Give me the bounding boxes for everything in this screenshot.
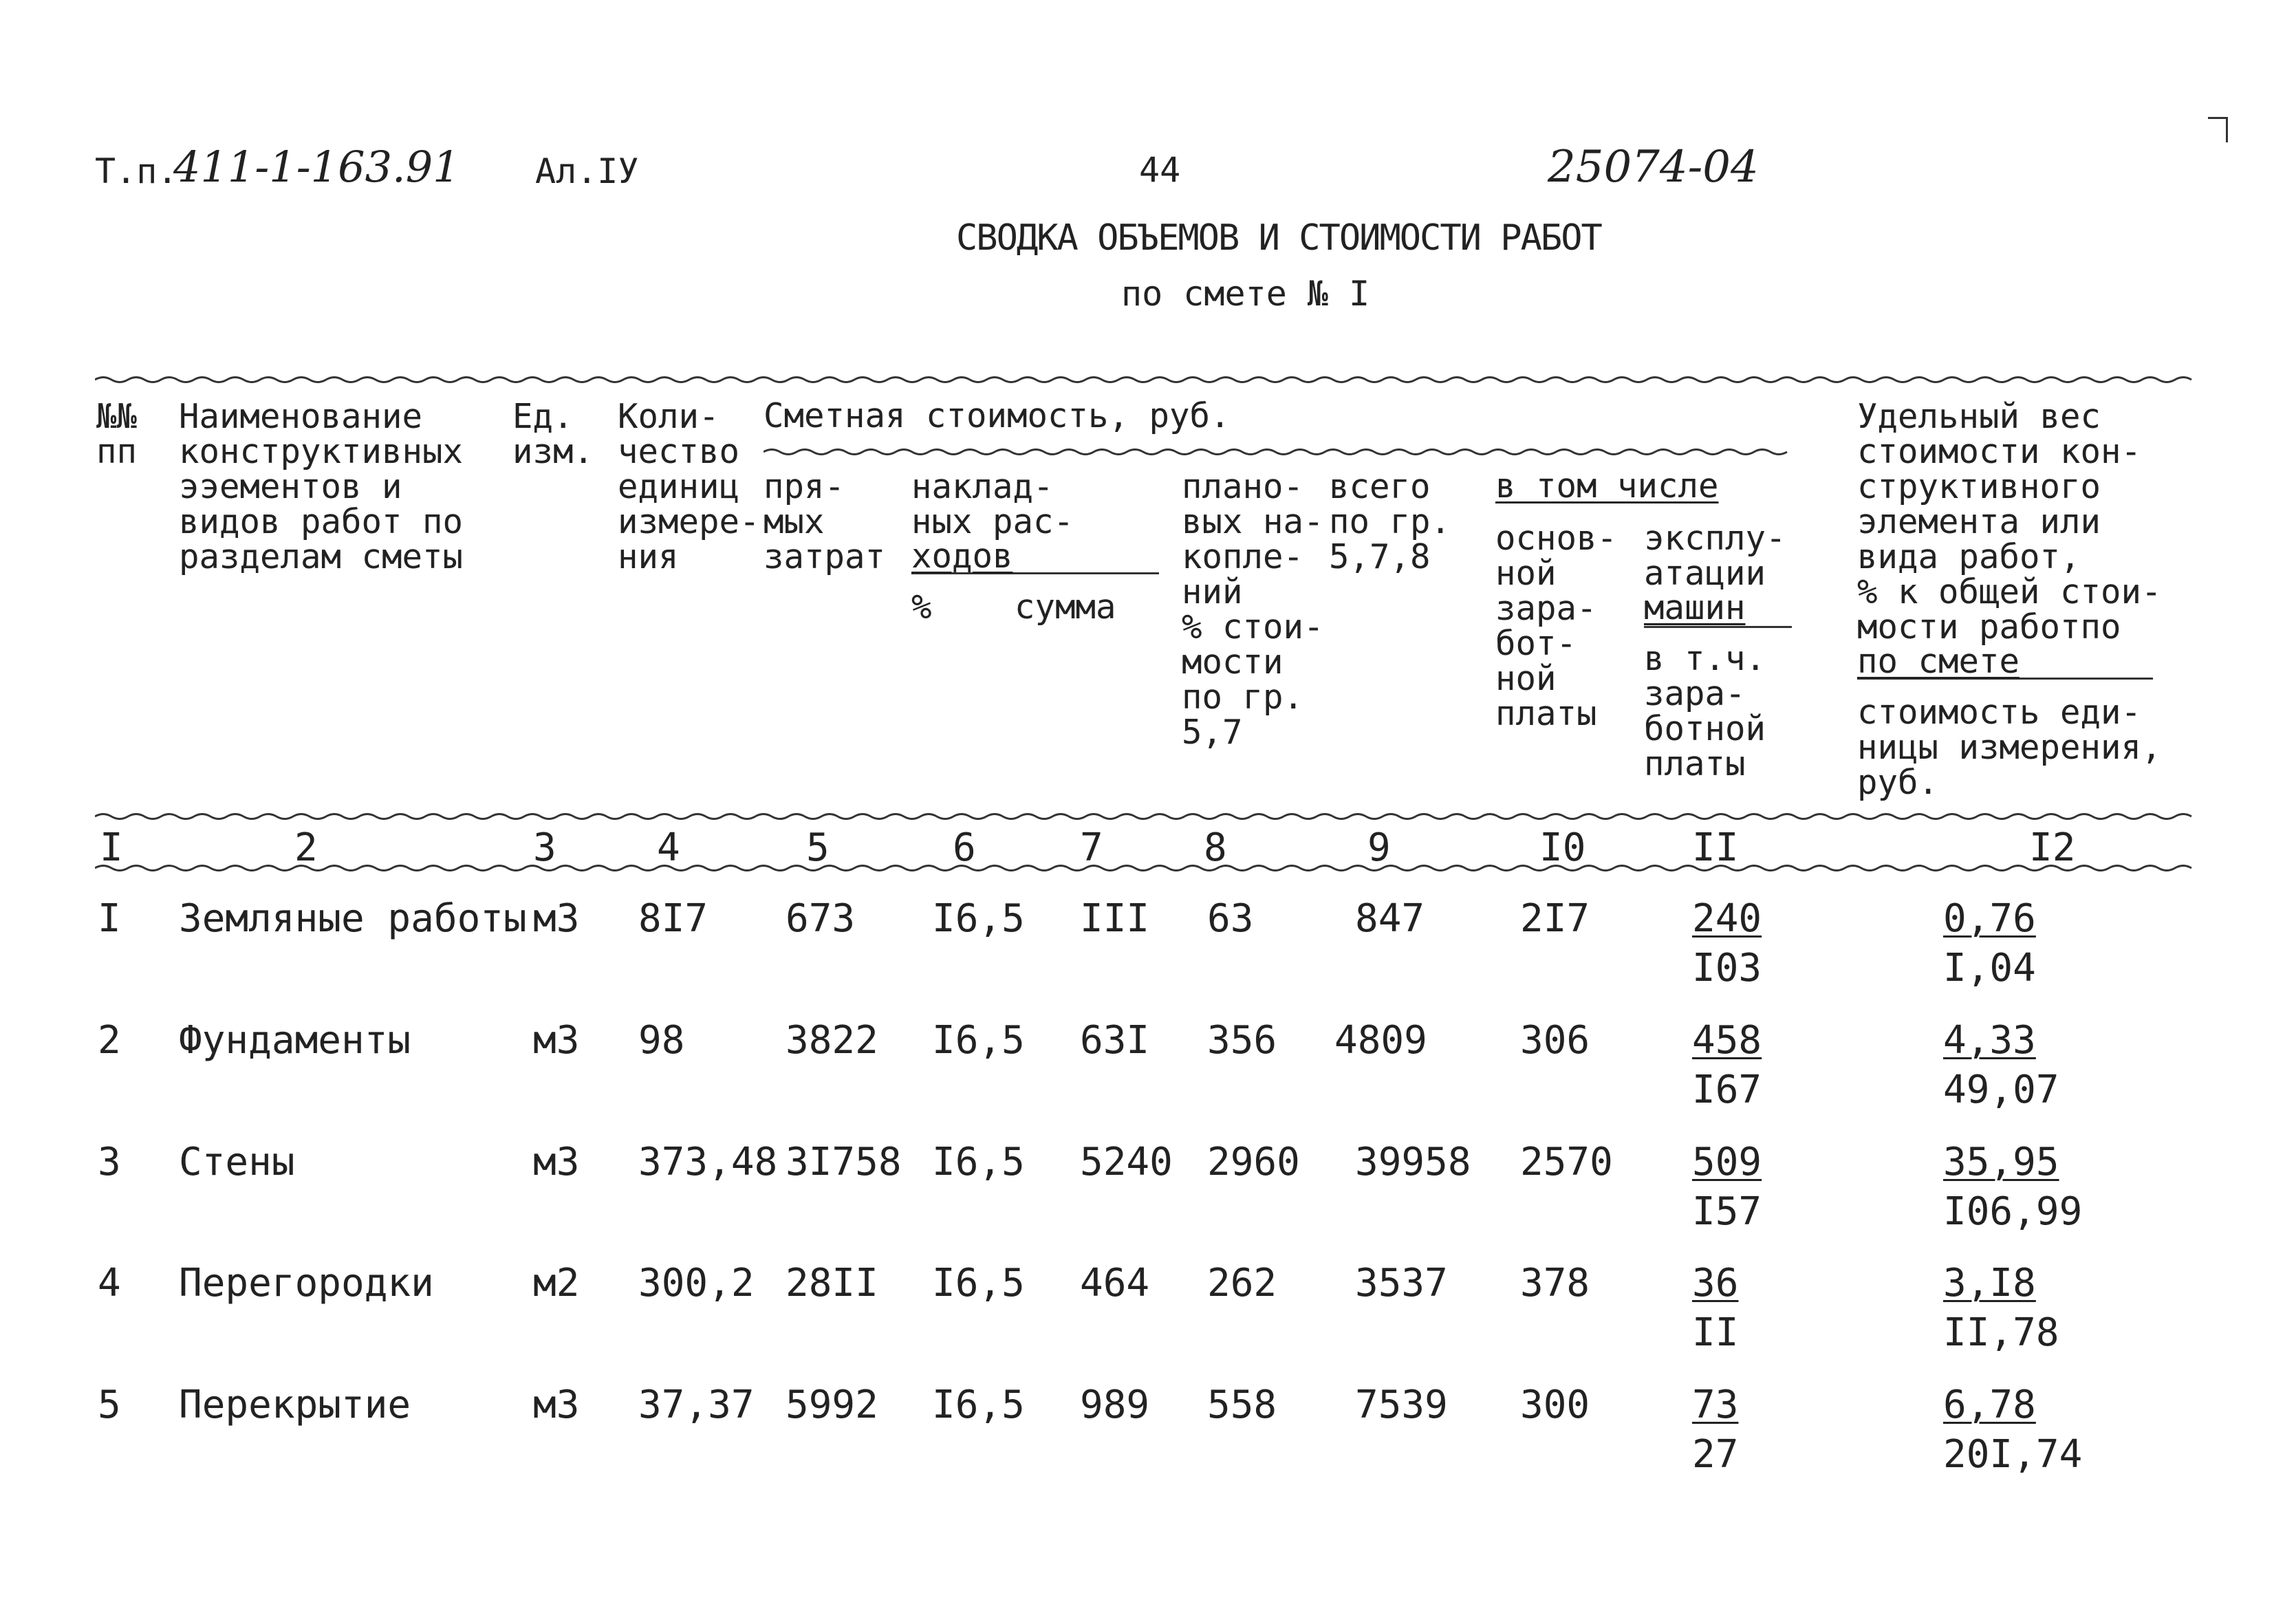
row-wage: 2570	[1520, 1140, 1613, 1184]
row-machine: 36	[1692, 1261, 1739, 1306]
row-share: 3,I8	[1943, 1261, 2036, 1306]
row-planned: 262	[1207, 1261, 1277, 1306]
row-qty: 8I7	[638, 896, 708, 941]
row-share: 35,95	[1943, 1140, 2059, 1184]
col-number: I0	[1539, 825, 1586, 870]
row-qty: 37,37	[638, 1383, 755, 1427]
row-number: 4	[98, 1261, 121, 1306]
row-total: 847	[1355, 896, 1425, 941]
row-overhead: 464	[1080, 1261, 1150, 1306]
corner-mark	[2208, 117, 2228, 142]
row-pct: I6,5	[932, 1018, 1025, 1063]
header-overhead-sum: сумма	[1015, 587, 1116, 627]
row-pct: I6,5	[932, 1261, 1025, 1306]
row-qty: 373,48	[638, 1140, 778, 1184]
col-number: 8	[1204, 825, 1227, 870]
project-number: 411-1-163.91	[173, 142, 460, 192]
doc-code: 25074-04	[1548, 142, 1759, 193]
row-wage: 378	[1520, 1261, 1590, 1306]
row-share: 4,33	[1943, 1018, 2036, 1063]
page-subtitle: по смете № I	[1121, 274, 1370, 314]
header-number: №№ пп	[96, 397, 138, 471]
row-machine: 458	[1692, 1018, 1762, 1063]
col-number: 3	[533, 825, 556, 870]
row-machine: 73	[1692, 1383, 1739, 1427]
row-machine-wage: I03	[1692, 946, 1762, 990]
header-wage: основ- ной зара- бот- ной платы	[1495, 519, 1618, 733]
row-name: Перекрытие	[179, 1383, 411, 1427]
row-qty: 300,2	[638, 1261, 755, 1306]
header-qty-b: чество единиц измере- ния	[618, 432, 760, 576]
row-unit-cost: 49,07	[1943, 1068, 2059, 1112]
row-machine: 240	[1692, 896, 1762, 941]
row-unit: м3	[533, 896, 580, 941]
col-number: 7	[1080, 825, 1103, 870]
row-unit: м3	[533, 1383, 580, 1427]
row-unit: м3	[533, 1018, 580, 1063]
row-share: 0,76	[1943, 896, 2036, 941]
row-machine-wage: II	[1692, 1310, 1739, 1355]
header-share-b: по смете	[1857, 642, 2020, 681]
page-number: 44	[1139, 150, 1181, 190]
row-direct: 5992	[786, 1383, 878, 1427]
doc-prefix: Т.п.	[95, 151, 178, 191]
row-name: Земляные работы	[179, 896, 527, 941]
row-total: 3537	[1355, 1261, 1448, 1306]
header-share-c: стоимость еди- ницы измерения, руб.	[1857, 693, 2162, 802]
header-total: всего по гр. 5,7,8	[1329, 467, 1451, 576]
album-label: Ал.IУ	[535, 151, 639, 191]
header-machine-b: машин	[1644, 588, 1746, 627]
row-pct: I6,5	[932, 896, 1025, 941]
col-number: 5	[806, 825, 830, 870]
row-machine: 509	[1692, 1140, 1762, 1184]
row-machine-wage: I67	[1692, 1068, 1762, 1112]
row-overhead: 63I	[1080, 1018, 1150, 1063]
row-unit-cost: II,78	[1943, 1310, 2059, 1355]
row-unit-cost: I06,99	[1943, 1189, 2083, 1234]
row-number: I	[98, 896, 121, 941]
row-number: 3	[98, 1140, 121, 1184]
header-smeta: Сметная стоимость, руб.	[764, 396, 1231, 435]
col-number-rule	[95, 863, 2193, 873]
row-name: Стены	[179, 1140, 295, 1184]
row-overhead: 5240	[1080, 1140, 1173, 1184]
header-direct: пря- мых затрат	[764, 467, 886, 576]
header-machine-a: эксплу- атации	[1644, 519, 1786, 593]
page-title: СВОДКА ОБЪЕМОВ И СТОИМОСТИ РАБОТ	[956, 217, 1601, 259]
row-planned: 356	[1207, 1018, 1277, 1063]
row-unit-cost: 20I,74	[1943, 1432, 2083, 1477]
row-pct: I6,5	[932, 1383, 1025, 1427]
row-direct: 673	[786, 896, 856, 941]
row-direct: 3I758	[786, 1140, 902, 1184]
header-qty-a: Коли-	[618, 397, 719, 436]
row-direct: 3822	[786, 1018, 878, 1063]
row-planned: 558	[1207, 1383, 1277, 1427]
header-unit: Ед. изм.	[512, 397, 594, 471]
smeta-under-rule	[764, 447, 1795, 457]
row-total: 7539	[1355, 1383, 1448, 1427]
row-total: 4809	[1334, 1018, 1427, 1063]
row-unit-cost: I,04	[1943, 946, 2036, 990]
header-share-a: Удельный вес стоимости кон- структивного элемента или вида работ, % к общей стои- мости работпо	[1857, 397, 2162, 647]
row-unit: м3	[533, 1140, 580, 1184]
row-wage: 300	[1520, 1383, 1590, 1427]
table-top-rule	[95, 375, 2193, 385]
col-number: 6	[953, 825, 976, 870]
header-overhead-pct: %	[911, 587, 932, 627]
col-number: I2	[2029, 825, 2076, 870]
row-direct: 28II	[786, 1261, 878, 1306]
header-overhead-b: ходов	[911, 537, 1013, 576]
header-including: в том числе	[1495, 466, 1719, 506]
col-number: 2	[294, 825, 318, 870]
row-machine-wage: 27	[1692, 1432, 1739, 1477]
col-number: 4	[657, 825, 680, 870]
header-overhead-a: наклад- ных рас-	[911, 467, 1074, 541]
row-planned: 63	[1207, 896, 1254, 941]
row-name: Перегородки	[179, 1261, 434, 1306]
row-planned: 2960	[1207, 1140, 1300, 1184]
col-number: 9	[1367, 825, 1391, 870]
row-number: 2	[98, 1018, 121, 1063]
header-name: Наименование конструктивных ээементов и видов работ по разделам сметы	[179, 397, 464, 576]
col-number: II	[1692, 825, 1739, 870]
row-pct: I6,5	[932, 1140, 1025, 1184]
row-wage: 306	[1520, 1018, 1590, 1063]
row-unit: м2	[533, 1261, 580, 1306]
col-number: I	[100, 825, 123, 870]
header-machine-wage: в т.ч. зара- ботной платы	[1644, 639, 1766, 783]
row-total: 39958	[1355, 1140, 1471, 1184]
row-wage: 2I7	[1520, 896, 1590, 941]
row-name: Фундаменты	[179, 1018, 411, 1063]
row-overhead: III	[1080, 896, 1150, 941]
row-machine-wage: I57	[1692, 1189, 1762, 1234]
row-share: 6,78	[1943, 1383, 2036, 1427]
row-overhead: 989	[1080, 1383, 1150, 1427]
row-number: 5	[98, 1383, 121, 1427]
row-qty: 98	[638, 1018, 685, 1063]
header-bottom-rule	[95, 812, 2193, 821]
header-planned: плано- вых на- копле- ний % стои- мости по гр. 5,7	[1182, 467, 1324, 752]
